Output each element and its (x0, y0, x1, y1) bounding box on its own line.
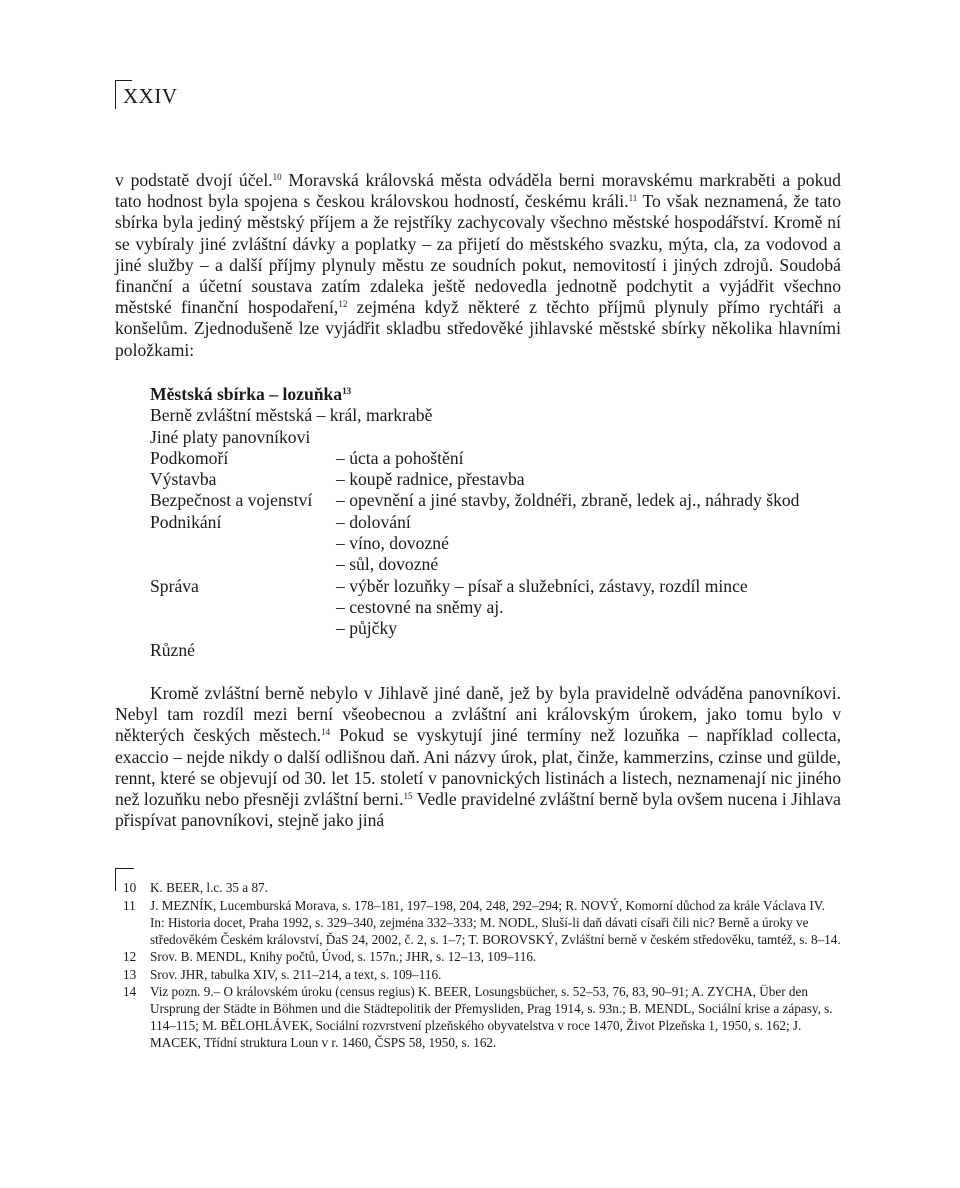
row-label: Bezpečnost a vojenství (150, 490, 313, 511)
row-label: Různé (150, 639, 195, 660)
footnote-number: 14 (123, 984, 137, 999)
table-row (150, 427, 850, 448)
page-number: XXIV (123, 84, 178, 108)
footnote-ref[interactable]: 15 (403, 791, 413, 802)
table-row (150, 405, 850, 426)
row-label: Podnikání (150, 511, 222, 532)
body-paragraph (115, 170, 841, 361)
footnote-ref[interactable]: 11 (628, 193, 638, 204)
footnote-ref[interactable]: 14 (321, 727, 331, 738)
table-row (150, 512, 850, 533)
footnote-list (115, 879, 841, 1052)
table-row (150, 490, 850, 511)
text-segment: Pokud se vyskytují jiné termíny než lozuňka – například collecta, exaccio – nejde nikdy o další odlišnou daň. Ani názvy úrok, plat, činže, kammerzins, czinse und gülde, rennt, které se objevují od 30. let 15. století v panovnických listinách a listech, neznamenají nic jiného než lozuňku nebo přesněji zvláštní berni. (115, 725, 841, 810)
row-label: Podkomoří (150, 447, 229, 468)
footnote-text: J. MEZNÍK, Lucemburská Morava, s. 178–181, 197–198, 204, 248, 292–294; R. NOVÝ, Komorní důchod za krále Václava IV. In: Historia docet, Praha 1992, s. 329–340, zejména 332–333; M. NODL, Sluší-li daň dávati císaři čili nic? Berně a úroky ve středověkém Českém království, ĎaS 24, 2002, č. 2, s. 1–7; T. BOROVSKÝ, Zvláštní berně v českém středověku, tamtéž, s. 8–14. (150, 897, 841, 947)
text-segment: Moravská královská města odváděla berni moravskému markraběti a pokud tato hodnost byla spojena s českou královskou hodností, českému králi. (115, 170, 841, 212)
row-desc: – opevnění a jiné stavby, žoldnéři, zbraně, ledek aj., náhrady škod (336, 490, 800, 511)
footnote (115, 897, 841, 948)
table-row (150, 448, 850, 469)
table-row (150, 554, 850, 575)
footnote-ref[interactable]: 13 (342, 386, 352, 396)
text-segment: zejména když některé z těchto příjmů plynuly přímo rychtáři a konšelům. Zjednodušeně lze vyjádřit skladbu středověké jihlavské městské sbírky několika hlavními položkami: (115, 297, 842, 360)
row-label: Správa (150, 575, 199, 596)
body-paragraph (115, 683, 841, 831)
table-title: Městská sbírka – lozuňka (150, 384, 343, 404)
table-row (150, 469, 850, 490)
footnote-number: 11 (123, 897, 136, 913)
table-row (150, 640, 850, 661)
table-row (150, 576, 850, 597)
table-row (150, 533, 850, 554)
footnote-ref[interactable]: 10 (272, 172, 282, 182)
row-label: Berně zvláštní městská – král, markrabě (150, 405, 433, 426)
row-desc: – víno, dovozné (336, 533, 449, 554)
footnote-number: 13 (123, 966, 137, 982)
text-segment: Kromě zvláštní berně nebylo v Jihlavě jiné daně, jež by byla pravidelně odváděna panovníkovi. Nebyl tam rozdíl mezi berní všeobecnou a zvláštní ani královským úrokem, jako tomu bylo v některých českých městech. (115, 683, 841, 746)
row-label: Jiné platy panovníkovi (150, 426, 311, 447)
text-segment: Vedle pravidelné zvláštní berně byla ovšem nucena i Jihlava přispívat panovníkovi, stejně jako jiná (115, 789, 841, 831)
footnote-text: Srov. B. MENDL, Knihy počtů, Úvod, s. 157n.; JHR, s. 12–13, 109–116. (150, 949, 537, 964)
footnote-text: K. BEER, l.c. 35 a 87. (150, 880, 268, 895)
text-segment: To však neznamená, že tato sbírka byla jediný městský příjem a že rejstříky zachycovaly všechno městské hospodářství. Kromě ní se vybíraly jiné zvláštní dávky a poplatky – za přijetí do městského svazku, mýta, cla, za vodovod a jiné služby – a další příjmy plynuly městu ze soudních pokut, nemovitostí i jiných zdrojů. Soudobá finanční a účetní soustava zatím zdaleka ještě nedovedla jednotně podchytit a vyjádřit všechno městské finanční hospodaření, (115, 191, 841, 318)
table-row (150, 618, 850, 639)
footnote (115, 966, 841, 983)
table-row (150, 597, 850, 618)
footnote (115, 879, 841, 896)
row-desc: – půjčky (336, 618, 398, 639)
footnote-number: 10 (123, 880, 137, 895)
footnote-text: Srov. JHR, tabulka XIV, s. 211–214, a text, s. 109–116. (150, 966, 442, 982)
row-desc: – cestovné na sněmy aj. (336, 596, 504, 617)
row-desc: – koupě radnice, přestavba (336, 469, 525, 490)
row-desc: – dolování (336, 511, 411, 532)
table-heading (150, 384, 850, 405)
footnote-ref[interactable]: 12 (338, 299, 348, 310)
revenue-table (150, 384, 850, 661)
row-label: Výstavba (150, 469, 217, 490)
footnote-number: 12 (123, 949, 137, 964)
text-segment: v podstatě dvojí účel. (115, 170, 273, 190)
row-desc: – úcta a pohoštění (336, 447, 464, 468)
row-desc: – sůl, dovozné (336, 554, 439, 575)
row-desc: – výběr lozuňky – písař a služebníci, zástavy, rozdíl mince (336, 575, 748, 596)
footnote (115, 948, 841, 965)
footnote-text: Viz pozn. 9.– O královském úroku (census regius) K. BEER, Losungsbücher, s. 52–53, 76, 83, 90–91; A. ZYCHA, Über den Ursprung der Städte in Böhmen und die Städtepolitik der Přemysliden, Prag 1914, s. 93n.; B. MENDL, Sociální krise a zápasy, s. 114–115; M. BĚLOHLÁVEK, Sociální rozvrstvení plzeňského obyvatelstva v roce 1470, Život Plzeňska 1, 1950, s. 162; J. MACEK, Třídní struktura Loun v r. 1460, ČSPS 58, 1950, s. 162. (150, 984, 833, 1050)
footnote (115, 983, 841, 1051)
